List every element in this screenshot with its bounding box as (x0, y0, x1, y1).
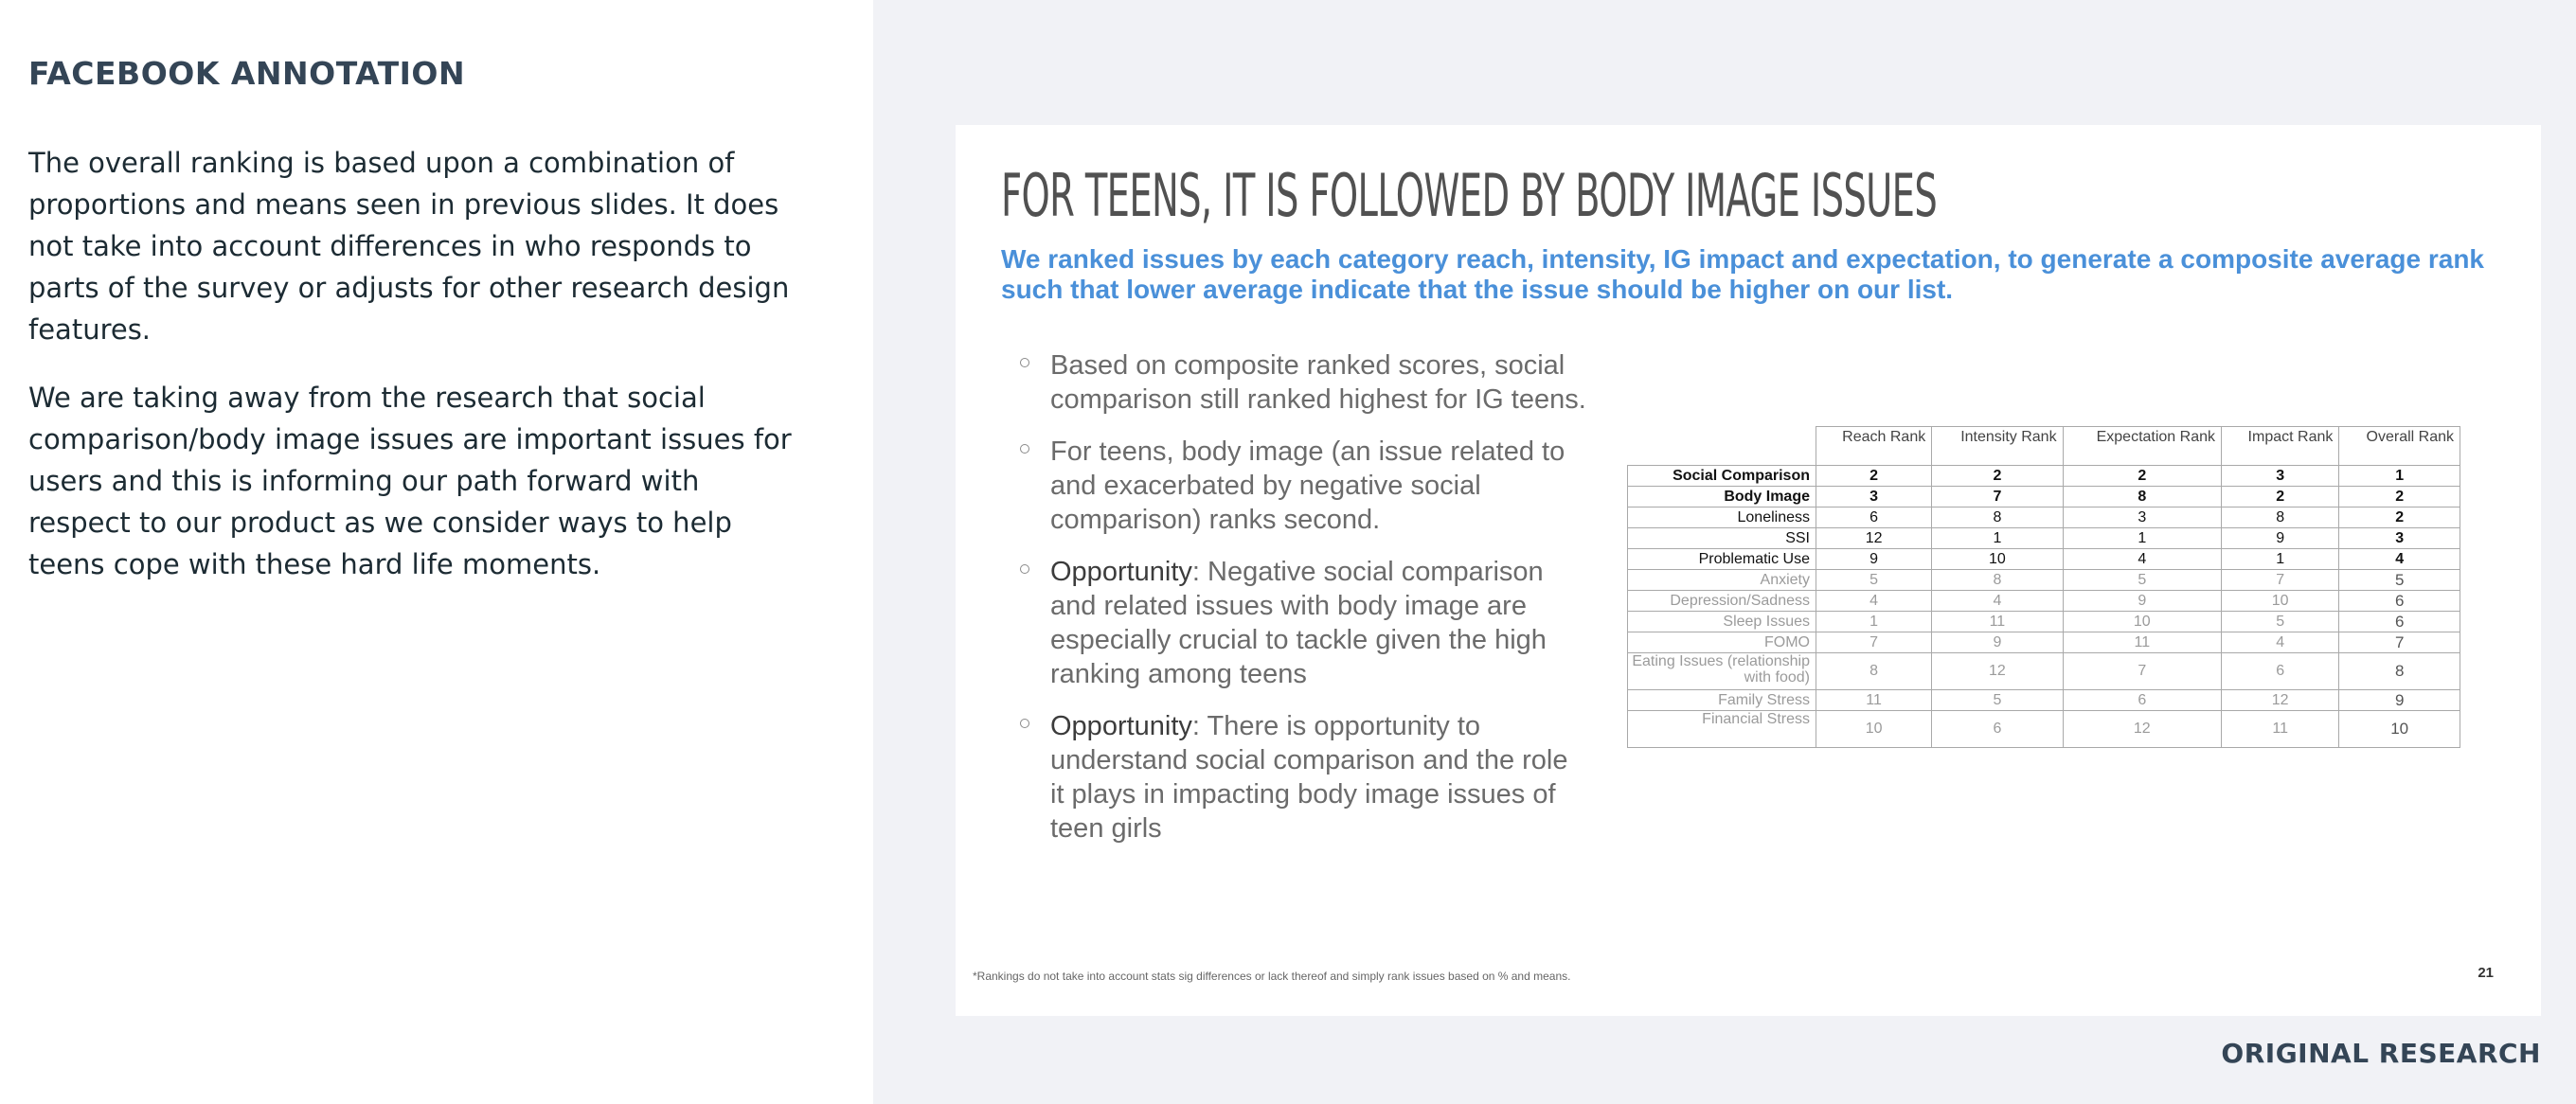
ranking-table (1627, 426, 2460, 748)
row-label: Depression/Sadness (1628, 591, 1816, 612)
slide-title: FOR TEENS, IT IS FOLLOWED BY BODY IMAGE ISSUES (1001, 161, 1938, 230)
bullet-circle-icon (1020, 564, 1029, 574)
table-cell: 2 (1816, 466, 1932, 487)
table-cell: 6 (2339, 591, 2460, 612)
table-row (1628, 632, 2460, 653)
annotation-title: FACEBOOK ANNOTATION (28, 55, 466, 92)
annotation-paragraph: We are taking away from the research that social comparison/body image issues are important issues for users and this is informing our path forward with respect to our product as we consider ways to help teens cope with these hard life moments. (28, 382, 792, 580)
table-row (1628, 612, 2460, 632)
table-cell: 2 (2339, 487, 2460, 507)
table-cell: 3 (2339, 528, 2460, 549)
table-cell: 10 (1932, 549, 2063, 570)
table-cell: 5 (2339, 570, 2460, 591)
bullet-item: Opportunity: Negative social comparison and related issues with body image are especially crucial to tackle given the high ranking among teens (1020, 555, 1588, 691)
table-row (1628, 711, 2460, 748)
table-header: Expectation Rank (2063, 427, 2221, 466)
table-header: Overall Rank (2339, 427, 2460, 466)
bullet-keyword: Opportunity (1050, 711, 1192, 741)
annotation-paragraph: The overall ranking is based upon a combination of proportions and means seen in previous slides. It does not take into account differences in who responds to parts of the survey or adjusts for other research design features. (28, 147, 790, 346)
table-header: Impact Rank (2222, 427, 2339, 466)
table-cell: 1 (2063, 528, 2221, 549)
table-cell: 1 (2222, 549, 2339, 570)
page-number: 21 (2478, 965, 2494, 981)
table-cell: 10 (2063, 612, 2221, 632)
original-research-label: ORIGINAL RESEARCH (2221, 1038, 2541, 1069)
table-cell: 7 (2339, 632, 2460, 653)
row-label: Social Comparison (1628, 466, 1816, 487)
table-cell: 11 (2063, 632, 2221, 653)
annotation-body (28, 142, 805, 612)
table-cell: 8 (2222, 507, 2339, 528)
table-cell: 4 (2339, 549, 2460, 570)
table-cell: 3 (1816, 487, 1932, 507)
row-label: Problematic Use (1628, 549, 1816, 570)
table-row (1628, 690, 2460, 711)
table-cell: 7 (1932, 487, 2063, 507)
bullet-list (1020, 348, 1588, 864)
table-cell: 8 (1932, 570, 2063, 591)
table-cell: 11 (2222, 711, 2339, 748)
slide-subtitle: We ranked issues by each category reach, intensity, IG impact and expectation, to generate a composite average rank such that lower average indicate that the issue should be higher on our list. (1001, 244, 2484, 304)
table-row (1628, 487, 2460, 507)
table-cell: 6 (1816, 507, 1932, 528)
table-cell: 5 (2063, 570, 2221, 591)
table-header-blank (1628, 427, 1816, 466)
table-cell: 12 (1816, 528, 1932, 549)
row-label: Eating Issues (relationship with food) (1628, 653, 1816, 690)
row-label: Family Stress (1628, 690, 1816, 711)
row-label: Sleep Issues (1628, 612, 1816, 632)
table-cell: 5 (1816, 570, 1932, 591)
table-cell: 10 (1816, 711, 1932, 748)
table-cell: 10 (2222, 591, 2339, 612)
table-cell: 4 (1932, 591, 2063, 612)
bullet-item: Opportunity: There is opportunity to understand social comparison and the role it plays in impacting body image issues of teen girls (1020, 709, 1588, 846)
bullet-circle-icon (1020, 444, 1029, 454)
table-cell: 6 (2063, 690, 2221, 711)
row-label: Financial Stress (1628, 711, 1816, 748)
table-cell: 9 (1932, 632, 2063, 653)
table-cell: 6 (2222, 653, 2339, 690)
table-row (1628, 507, 2460, 528)
table-cell: 12 (2222, 690, 2339, 711)
table-cell: 2 (2222, 487, 2339, 507)
table-cell: 5 (2222, 612, 2339, 632)
table-cell: 8 (1816, 653, 1932, 690)
table-cell: 3 (2063, 507, 2221, 528)
table-cell: 6 (1932, 711, 2063, 748)
table-cell: 3 (2222, 466, 2339, 487)
slide (956, 125, 2541, 1016)
table-header: Intensity Rank (1932, 427, 2063, 466)
slide-footnote: *Rankings do not take into account stats sig differences or lack thereof and simply rank issues based on % and means. (973, 970, 1571, 983)
table-cell: 4 (1816, 591, 1932, 612)
table-row (1628, 466, 2460, 487)
table-cell: 7 (2063, 653, 2221, 690)
table-cell: 1 (1816, 612, 1932, 632)
bullet-keyword: Opportunity (1050, 557, 1192, 587)
table-cell: 9 (2063, 591, 2221, 612)
row-label: Loneliness (1628, 507, 1816, 528)
table-cell: 9 (1816, 549, 1932, 570)
table-cell: 11 (1932, 612, 2063, 632)
row-label: FOMO (1628, 632, 1816, 653)
table-cell: 5 (1932, 690, 2063, 711)
table-header: Reach Rank (1816, 427, 1932, 466)
row-label: SSI (1628, 528, 1816, 549)
table-cell: 6 (2339, 612, 2460, 632)
annotation-panel (0, 0, 873, 1104)
table-cell: 9 (2222, 528, 2339, 549)
table-cell: 10 (2339, 711, 2460, 748)
table-cell: 8 (2063, 487, 2221, 507)
table-cell: 11 (1816, 690, 1932, 711)
table-cell: 1 (1932, 528, 2063, 549)
bullet-item: For teens, body image (an issue related to and exacerbated by negative social comparison) ranks second. (1020, 435, 1588, 537)
table-row (1628, 570, 2460, 591)
bullet-circle-icon (1020, 719, 1029, 728)
table-cell: 8 (2339, 653, 2460, 690)
table-cell: 2 (1932, 466, 2063, 487)
row-label: Body Image (1628, 487, 1816, 507)
table-cell: 4 (2063, 549, 2221, 570)
table-cell: 7 (2222, 570, 2339, 591)
table-cell: 2 (2063, 466, 2221, 487)
table-row (1628, 549, 2460, 570)
table-cell: 8 (1932, 507, 2063, 528)
table-row (1628, 591, 2460, 612)
table-cell: 4 (2222, 632, 2339, 653)
table-row (1628, 653, 2460, 690)
table-cell: 9 (2339, 690, 2460, 711)
table-row (1628, 528, 2460, 549)
table-cell: 7 (1816, 632, 1932, 653)
table-header-row (1628, 427, 2460, 466)
table-cell: 2 (2339, 507, 2460, 528)
bullet-circle-icon (1020, 358, 1029, 367)
bullet-item: Based on composite ranked scores, social comparison still ranked highest for IG teens. (1020, 348, 1588, 417)
table-cell: 12 (1932, 653, 2063, 690)
table-cell: 12 (2063, 711, 2221, 748)
table-cell: 1 (2339, 466, 2460, 487)
row-label: Anxiety (1628, 570, 1816, 591)
